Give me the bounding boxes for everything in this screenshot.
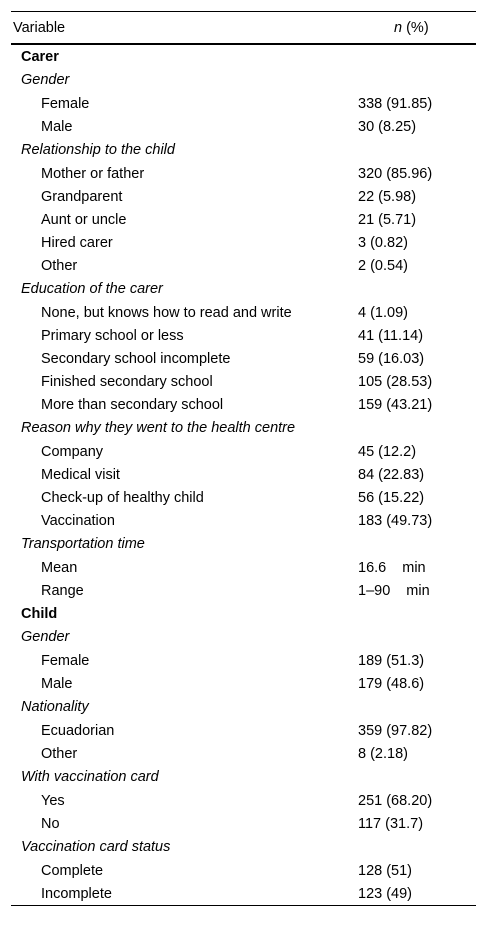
table-row	[11, 486, 476, 509]
row-value: 3 (0.82)	[358, 234, 408, 251]
row-value-cell	[358, 579, 476, 602]
row-label: Vaccination	[41, 512, 115, 529]
row-label: Other	[41, 745, 78, 762]
row-value: 4 (1.09)	[358, 304, 408, 321]
table-row	[11, 92, 476, 115]
row-value: 1–90	[358, 582, 391, 599]
table-row	[11, 509, 476, 532]
section-heading: Carer	[21, 48, 59, 65]
row-value-cell	[358, 556, 476, 579]
row-label: Grandparent	[41, 188, 123, 205]
subheading-row	[11, 68, 476, 92]
row-value: 159 (43.21)	[358, 396, 433, 413]
row-label: No	[41, 815, 60, 832]
section-row	[11, 44, 476, 68]
subheading-row	[11, 138, 476, 162]
subheading-row	[11, 532, 476, 556]
table-row	[11, 812, 476, 835]
row-value: 56 (15.22)	[358, 489, 425, 506]
subheading: Gender	[21, 629, 70, 645]
row-value-cell	[358, 719, 476, 742]
row-value-cell	[358, 324, 476, 347]
table-row	[11, 882, 476, 906]
row-value-cell	[358, 254, 476, 277]
subheading-row	[11, 277, 476, 301]
subheading-row	[11, 695, 476, 719]
subheading: Vaccination card status	[21, 839, 171, 855]
row-value: 8 (2.18)	[358, 745, 408, 762]
table-row	[11, 719, 476, 742]
subheading-row	[11, 835, 476, 859]
row-value: 30 (8.25)	[358, 118, 417, 135]
table-row	[11, 859, 476, 882]
row-value: 105 (28.53)	[358, 373, 433, 390]
row-label: Male	[41, 675, 73, 692]
table-row	[11, 672, 476, 695]
row-value-cell	[358, 277, 476, 301]
row-value: 179 (48.6)	[358, 675, 425, 692]
row-value-cell	[358, 695, 476, 719]
row-label: None, but knows how to read and write	[41, 304, 292, 321]
row-value-cell	[358, 649, 476, 672]
row-value: 189 (51.3)	[358, 652, 425, 669]
row-value-cell	[358, 138, 476, 162]
subheading: With vaccination card	[21, 769, 159, 785]
row-label: Aunt or uncle	[41, 211, 127, 228]
table-body	[11, 44, 476, 906]
row-value-cell	[358, 301, 476, 324]
row-value: 117 (31.7)	[358, 815, 424, 832]
header-n-italic: n	[394, 19, 403, 36]
table-row	[11, 463, 476, 486]
table-row	[11, 649, 476, 672]
row-value-cell	[358, 115, 476, 138]
row-value-cell	[358, 765, 476, 789]
table-row	[11, 440, 476, 463]
row-value: 359 (97.82)	[358, 722, 433, 739]
row-label: Female	[41, 95, 90, 112]
data-table-container	[11, 11, 476, 906]
row-value-cell	[358, 742, 476, 765]
table-row	[11, 231, 476, 254]
row-value: 128 (51)	[358, 862, 413, 879]
row-label: Mean	[41, 559, 78, 576]
row-label: Ecuadorian	[41, 722, 115, 739]
table-row	[11, 115, 476, 138]
subheading-row	[11, 625, 476, 649]
row-value-cell	[358, 835, 476, 859]
row-value: 41 (11.14)	[358, 327, 424, 344]
row-value: 84 (22.83)	[358, 466, 425, 483]
table-row	[11, 324, 476, 347]
row-label: Secondary school incomplete	[41, 350, 231, 367]
table-row	[11, 347, 476, 370]
row-label: Mother or father	[41, 165, 145, 182]
header-variable: Variable	[11, 12, 358, 45]
subheading-row	[11, 416, 476, 440]
row-value-cell	[358, 509, 476, 532]
row-value: 320 (85.96)	[358, 165, 433, 182]
row-value-cell	[358, 440, 476, 463]
row-value-cell	[358, 789, 476, 812]
row-value-cell	[358, 347, 476, 370]
row-value: 16.6	[358, 559, 387, 576]
row-label: Company	[41, 443, 104, 460]
row-value-cell	[358, 602, 476, 625]
table-row	[11, 301, 476, 324]
subheading: Relationship to the child	[21, 142, 175, 158]
subheading: Nationality	[21, 699, 89, 715]
table-row	[11, 185, 476, 208]
row-value-cell	[358, 416, 476, 440]
table-header	[11, 12, 476, 45]
header-pct: (%)	[402, 19, 429, 36]
characteristics-table	[11, 11, 476, 906]
row-value-cell	[358, 859, 476, 882]
row-label: Yes	[41, 792, 65, 809]
row-label: Primary school or less	[41, 327, 184, 344]
row-label: Incomplete	[11, 882, 358, 906]
row-label: Hired carer	[41, 234, 113, 251]
section-row	[11, 602, 476, 625]
row-label: Other	[41, 257, 78, 274]
row-label: Range	[41, 582, 84, 599]
table-row	[11, 789, 476, 812]
table-row	[11, 370, 476, 393]
header-n-percent	[358, 12, 476, 45]
row-value-cell	[358, 370, 476, 393]
row-value-cell	[358, 672, 476, 695]
row-label: More than secondary school	[41, 396, 224, 413]
row-label: Finished secondary school	[41, 373, 213, 390]
subheading: Education of the carer	[21, 281, 163, 297]
row-value-cell	[358, 812, 476, 835]
row-value-cell	[358, 882, 476, 906]
row-value-cell	[358, 463, 476, 486]
table-row	[11, 393, 476, 416]
row-value-cell	[358, 532, 476, 556]
row-value-cell	[358, 185, 476, 208]
row-value-cell	[358, 208, 476, 231]
subheading: Transportation time	[21, 536, 145, 552]
row-value: 183 (49.73)	[358, 512, 433, 529]
row-value-cell	[358, 486, 476, 509]
row-value-cell	[358, 625, 476, 649]
subheading: Gender	[21, 72, 70, 88]
section-heading: Child	[21, 605, 58, 622]
table-row	[11, 254, 476, 277]
row-value-cell	[358, 162, 476, 185]
table-row	[11, 162, 476, 185]
table-row	[11, 208, 476, 231]
row-value: 2 (0.54)	[358, 257, 408, 274]
row-label: Female	[41, 652, 90, 669]
row-value: 251 (68.20)	[358, 792, 433, 809]
row-value-cell	[358, 393, 476, 416]
row-value-cell	[358, 68, 476, 92]
row-label: Complete	[41, 862, 104, 879]
row-value-cell	[358, 231, 476, 254]
subheading: Reason why they went to the health centre	[21, 420, 296, 436]
subheading-row	[11, 765, 476, 789]
table-row	[11, 742, 476, 765]
row-value: 21 (5.71)	[358, 211, 417, 228]
row-unit: min	[402, 559, 426, 576]
table-row	[11, 579, 476, 602]
table-row	[11, 556, 476, 579]
row-unit: min	[406, 582, 430, 599]
row-value: 22 (5.98)	[358, 188, 417, 205]
header-row	[11, 12, 476, 45]
row-value: 123 (49)	[358, 885, 413, 902]
row-value-cell	[358, 92, 476, 115]
row-value: 59 (16.03)	[358, 350, 425, 367]
row-value: 338 (91.85)	[358, 95, 433, 112]
row-value-cell	[358, 44, 476, 68]
row-label: Medical visit	[41, 466, 120, 483]
row-label: Male	[41, 118, 73, 135]
row-label: Check-up of healthy child	[41, 489, 204, 506]
row-value: 45 (12.2)	[358, 443, 417, 460]
